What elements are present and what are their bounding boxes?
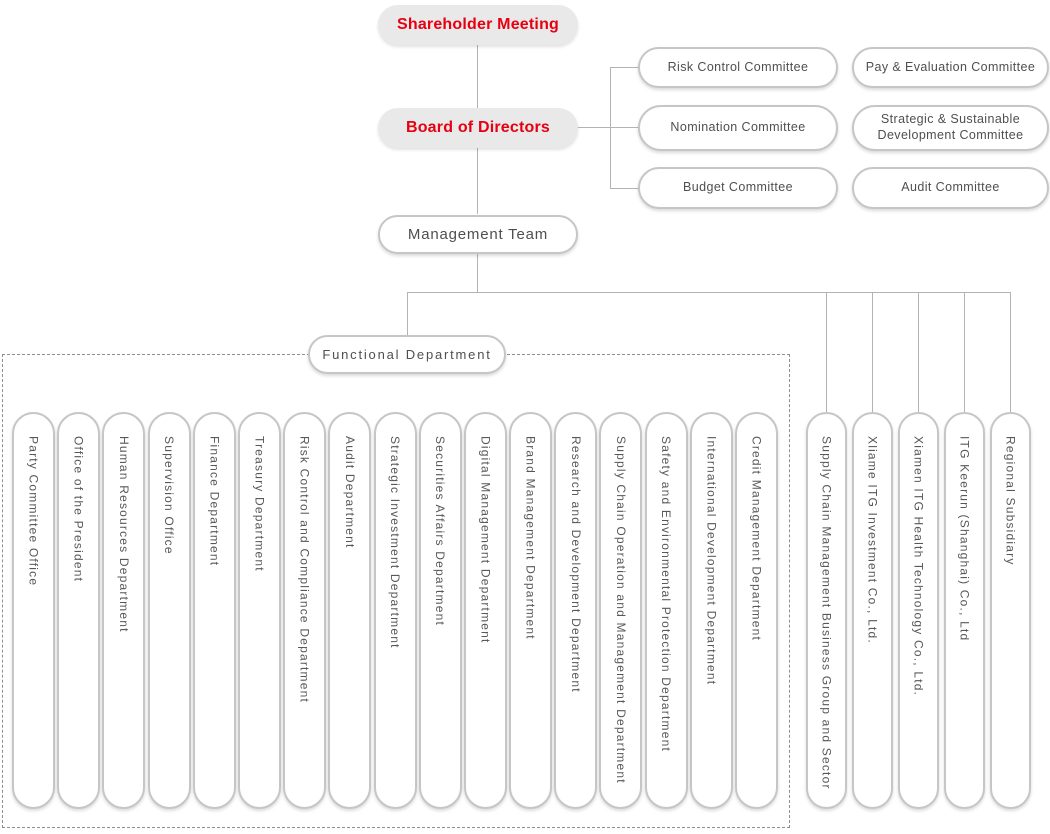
connector-line (872, 292, 873, 412)
committee-list (638, 47, 1049, 210)
department-label: Risk Control and Compliance Department (297, 436, 312, 704)
committee-label: Audit Committee (901, 180, 1000, 195)
node-label: Functional Department (322, 347, 492, 362)
department-label: Supply Chain Operation and Management Department (613, 436, 628, 784)
subsidiary-pill (806, 412, 847, 809)
subsidiary-label: Xliame ITG Investment Co., Ltd. (865, 436, 880, 644)
department-label: Human Resources Department (116, 436, 131, 633)
functional-department-list (12, 412, 778, 809)
department-label: Safety and Environmental Protection Department (659, 436, 674, 753)
committee-pill (638, 47, 838, 88)
department-label: International Development Department (704, 436, 719, 686)
connector-line (610, 127, 638, 128)
subsidiary-label: Supply Chain Management Business Group and Sector (819, 436, 834, 790)
subsidiary-pill (852, 412, 893, 809)
department-label: Audit Department (342, 436, 357, 549)
connector-line (407, 292, 1011, 293)
committee-label: Pay & Evaluation Committee (865, 59, 1036, 74)
node-label: Shareholder Meeting (396, 16, 560, 33)
department-label: Supervision Office (162, 436, 177, 555)
connector-line (477, 45, 478, 108)
subsidiary-label: Xiamen ITG Health Technology Co., Ltd. (911, 436, 926, 697)
node-board-of-directors (378, 108, 578, 148)
node-label: Management Team (407, 226, 549, 243)
functional-department-pill (238, 412, 281, 809)
functional-department-pill (328, 412, 371, 809)
functional-department-pill (419, 412, 462, 809)
department-label: Office of the President (71, 436, 86, 583)
department-label: Securities Affairs Department (433, 436, 448, 626)
subsidiary-label: Regional Subsidiary (1003, 436, 1018, 566)
committee-pill (852, 167, 1049, 209)
department-label: Brand Management Department (523, 436, 538, 640)
committee-label: Nomination Committee (670, 119, 806, 134)
connector-line (578, 127, 610, 128)
department-label: Strategic Investment Department (388, 436, 402, 649)
functional-department-pill (735, 412, 778, 809)
functional-department-pill (554, 412, 597, 809)
committee-pill (638, 105, 838, 151)
subsidiary-pill (944, 412, 985, 809)
functional-department-pill (102, 412, 145, 809)
department-label: Research and Development Department (568, 436, 583, 693)
subsidiary-list (806, 412, 1031, 809)
functional-department-pill (464, 412, 507, 809)
functional-department-pill (283, 412, 326, 809)
node-management-team (378, 215, 578, 254)
functional-department-pill (509, 412, 552, 809)
node-shareholder-meeting (378, 5, 578, 45)
connector-line (918, 292, 919, 412)
functional-department-pill (193, 412, 236, 809)
committee-pill (638, 167, 838, 209)
connector-line (477, 253, 478, 293)
functional-department-pill (645, 412, 688, 809)
functional-department-pill (57, 412, 100, 809)
connector-line (826, 292, 827, 412)
committee-label: Budget Committee (683, 180, 793, 195)
subsidiary-pill (898, 412, 939, 809)
department-label: Treasury Department (252, 436, 267, 572)
committee-pill (852, 47, 1049, 88)
functional-department-pill (374, 412, 417, 809)
department-label: Credit Management Department (749, 436, 764, 642)
committee-label: Strategic & Sustainable Development Committee (877, 111, 1024, 142)
connector-line (610, 188, 638, 189)
department-label: Party Committee Office (26, 436, 41, 587)
functional-department-pill (12, 412, 55, 809)
connector-line (964, 292, 965, 412)
connector-line (610, 67, 638, 68)
connector-line (1010, 292, 1011, 412)
node-label: Board of Directors (405, 119, 551, 136)
committee-pill (852, 105, 1049, 151)
functional-department-pill (148, 412, 191, 809)
subsidiary-pill (990, 412, 1031, 809)
department-label: Digital Management Department (478, 436, 493, 644)
connector-line (407, 292, 408, 337)
subsidiary-label: ITG Keerun (Shanghai) Co., Ltd (957, 436, 972, 642)
functional-department-pill (690, 412, 733, 809)
department-label: Finance Department (207, 436, 222, 567)
functional-department-pill (599, 412, 642, 809)
committee-label: Risk Control Committee (667, 59, 809, 74)
connector-line (477, 148, 478, 214)
node-functional-department (308, 335, 506, 374)
